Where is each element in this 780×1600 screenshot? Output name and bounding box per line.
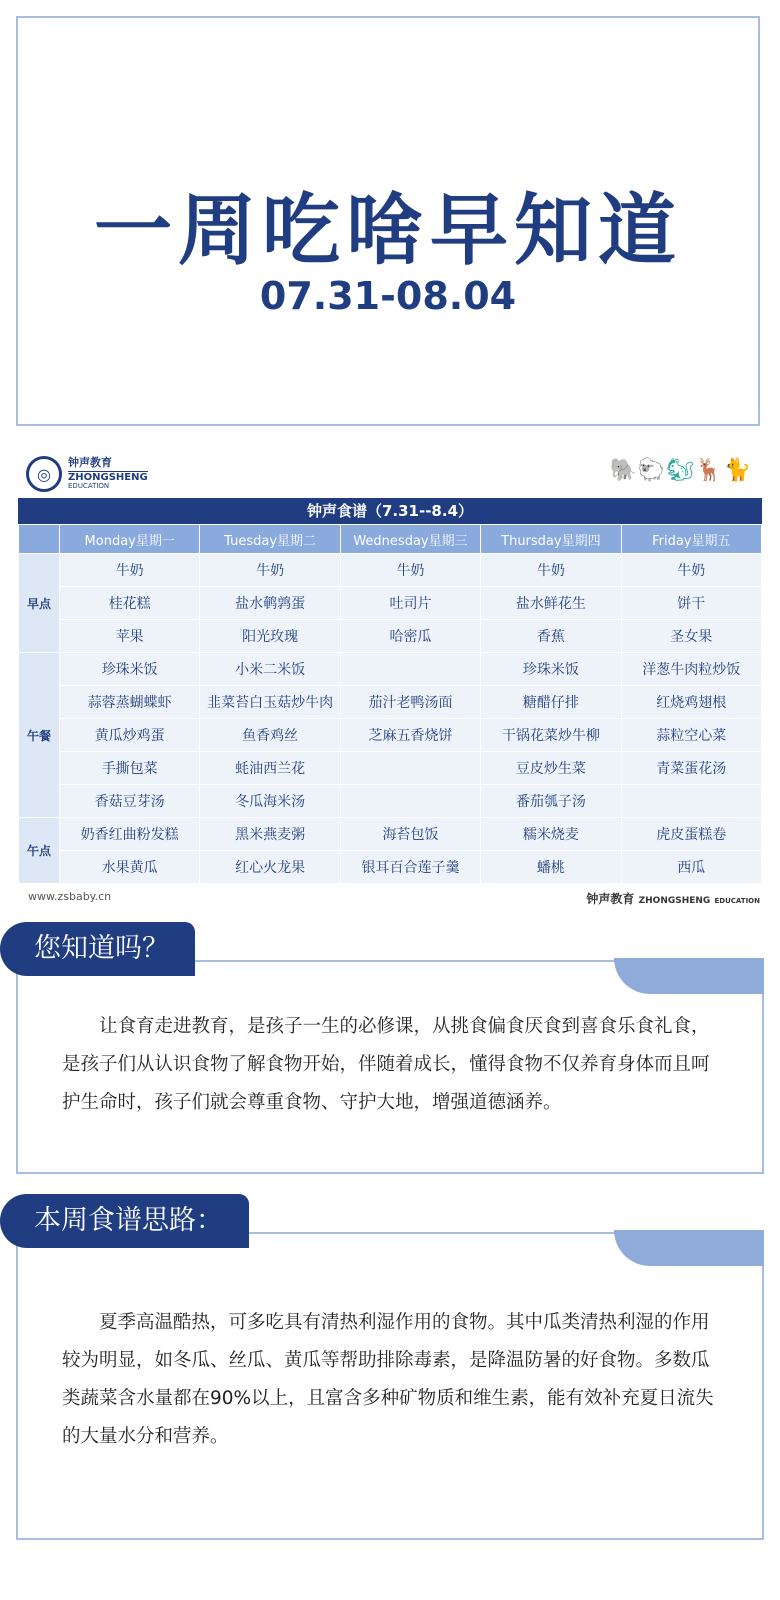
menu-cell: 糖醋仔排 (481, 686, 621, 719)
did-you-know-text: 让食育走进教育，是孩子一生的必修课，从挑食偏食厌食到喜食乐食礼食，是孩子们从认识食物了解食物开始，伴随着成长，懂得食物不仅养育身体而且呵护生命时，孩子们就会尊重食物、守护大地，增强道德涵养。 (62, 1016, 710, 1113)
menu-row (19, 719, 762, 752)
did-you-know-tab: 您知道吗？ (0, 922, 195, 976)
menu-card (16, 446, 764, 914)
menu-idea-text: 夏季高温酷热，可多吃具有清热利湿作用的食物。其中瓜类清热利湿的作用较为明显，如冬瓜、丝瓜、黄瓜等帮助排除毒素，是降温防暑的好食物。多数瓜类蔬菜含水量都在90%以上，且富含多种矿物质和维生素，能有效补充夏日流失的大量水分和营养。 (62, 1312, 714, 1447)
menu-cell: 芝麻五香烧饼 (340, 719, 480, 752)
menu-cell: 蟠桃 (481, 851, 621, 884)
menu-cell: 奶香红曲粉发糕 (60, 818, 200, 851)
menu-cell: 牛奶 (60, 554, 200, 587)
menu-cell (340, 785, 480, 818)
menu-cell: 吐司片 (340, 587, 480, 620)
menu-cell: 阳光玫瑰 (200, 620, 340, 653)
zhongsheng-logo-icon: ◎ (26, 456, 62, 492)
menu-cell: 小米二米饭 (200, 653, 340, 686)
website-url: www.zsbaby.cn (28, 890, 112, 903)
footer-brand-en-sub: EDUCATION (714, 897, 760, 905)
menu-cell: 蒜粒空心菜 (621, 719, 761, 752)
menu-cell: 蒜蓉蒸蝴蝶虾 (60, 686, 200, 719)
footer-brand-en: ZHONGSHENG (638, 896, 711, 906)
menu-cell (621, 785, 761, 818)
menu-cell: 豆皮炒生菜 (481, 752, 621, 785)
day-header-cell: Tuesday星期二 (200, 525, 340, 554)
menu-cell: 饼干 (621, 587, 761, 620)
menu-row (19, 752, 762, 785)
date-range: 07.31-08.04 (259, 274, 517, 318)
menu-row (19, 785, 762, 818)
menu-table (18, 498, 762, 884)
menu-cell: 海苔包饭 (340, 818, 480, 851)
menu-cell: 圣女果 (621, 620, 761, 653)
menu-cell: 盐水鹌鹑蛋 (200, 587, 340, 620)
day-header-cell: Friday星期五 (621, 525, 761, 554)
footer-brand (586, 890, 760, 907)
menu-cell: 牛奶 (340, 554, 480, 587)
brand-header (26, 454, 148, 494)
menu-cell: 珍珠米饭 (60, 653, 200, 686)
menu-cell (340, 752, 480, 785)
menu-cell (340, 653, 480, 686)
menu-cell: 洋葱牛肉粒炒饭 (621, 653, 761, 686)
menu-cell: 西瓜 (621, 851, 761, 884)
menu-cell: 盐水鲜花生 (481, 587, 621, 620)
menu-row (19, 851, 762, 884)
menu-cell: 哈密瓜 (340, 620, 480, 653)
animal-parade-icon: 🐘🐑🐿🦌🐈 (609, 458, 752, 483)
menu-row (19, 686, 762, 719)
menu-cell: 韭菜苔白玉菇炒牛肉 (200, 686, 340, 719)
brand-name-en-sub: EDUCATION (68, 482, 110, 491)
menu-cell: 香菇豆芽汤 (60, 785, 200, 818)
menu-cell: 黄瓜炒鸡蛋 (60, 719, 200, 752)
corner-header-cell (19, 525, 60, 554)
menu-cell: 红心火龙果 (200, 851, 340, 884)
menu-row (19, 653, 762, 686)
menu-table-title: 钟声食谱（7.31--8.4） (18, 498, 762, 524)
menu-cell: 青菜蛋花汤 (621, 752, 761, 785)
day-header-cell: Thursday星期四 (481, 525, 621, 554)
menu-idea-box (16, 1205, 764, 1540)
day-header-cell: Wednesday星期三 (340, 525, 480, 554)
corner-decoration (614, 958, 764, 994)
menu-cell: 珍珠米饭 (481, 653, 621, 686)
menu-cell: 冬瓜海米汤 (200, 785, 340, 818)
meal-label: 早点 (19, 554, 60, 653)
did-you-know-box (16, 933, 764, 1174)
menu-idea-tab: 本周食谱思路： (0, 1194, 249, 1248)
menu-body (19, 554, 762, 884)
menu-row (19, 818, 762, 851)
menu-cell: 番茄瓠子汤 (481, 785, 621, 818)
corner-decoration (614, 1230, 764, 1266)
menu-cell: 红烧鸡翅根 (621, 686, 761, 719)
meal-label: 午点 (19, 818, 60, 884)
page-title: 一周吃啥早知道 (93, 186, 682, 276)
menu-cell: 牛奶 (481, 554, 621, 587)
menu-cell: 桂花糕 (60, 587, 200, 620)
day-header-cell: Monday星期一 (60, 525, 200, 554)
menu-cell: 香蕉 (481, 620, 621, 653)
menu-row (19, 587, 762, 620)
menu-cell: 牛奶 (621, 554, 761, 587)
menu-cell: 黑米燕麦粥 (200, 818, 340, 851)
brand-name-cn: 钟声教育 (68, 456, 112, 470)
menu-cell: 手撕包菜 (60, 752, 200, 785)
menu-cell: 鱼香鸡丝 (200, 719, 340, 752)
menu-cell: 水果黄瓜 (60, 851, 200, 884)
menu-cell: 干锅花菜炒牛柳 (481, 719, 621, 752)
menu-cell: 茄汁老鸭汤面 (340, 686, 480, 719)
brand-text (68, 457, 148, 490)
brand-name-en: ZHONGSHENG (68, 471, 148, 483)
meal-label: 午餐 (19, 653, 60, 818)
menu-row (19, 554, 762, 587)
title-card (16, 16, 760, 426)
menu-cell: 牛奶 (200, 554, 340, 587)
footer-brand-cn: 钟声教育 (586, 892, 635, 906)
day-header-row (19, 525, 762, 554)
menu-cell: 糯米烧麦 (481, 818, 621, 851)
menu-cell: 银耳百合莲子羹 (340, 851, 480, 884)
menu-row (19, 620, 762, 653)
menu-cell: 苹果 (60, 620, 200, 653)
menu-cell: 虎皮蛋糕卷 (621, 818, 761, 851)
menu-cell: 蚝油西兰花 (200, 752, 340, 785)
